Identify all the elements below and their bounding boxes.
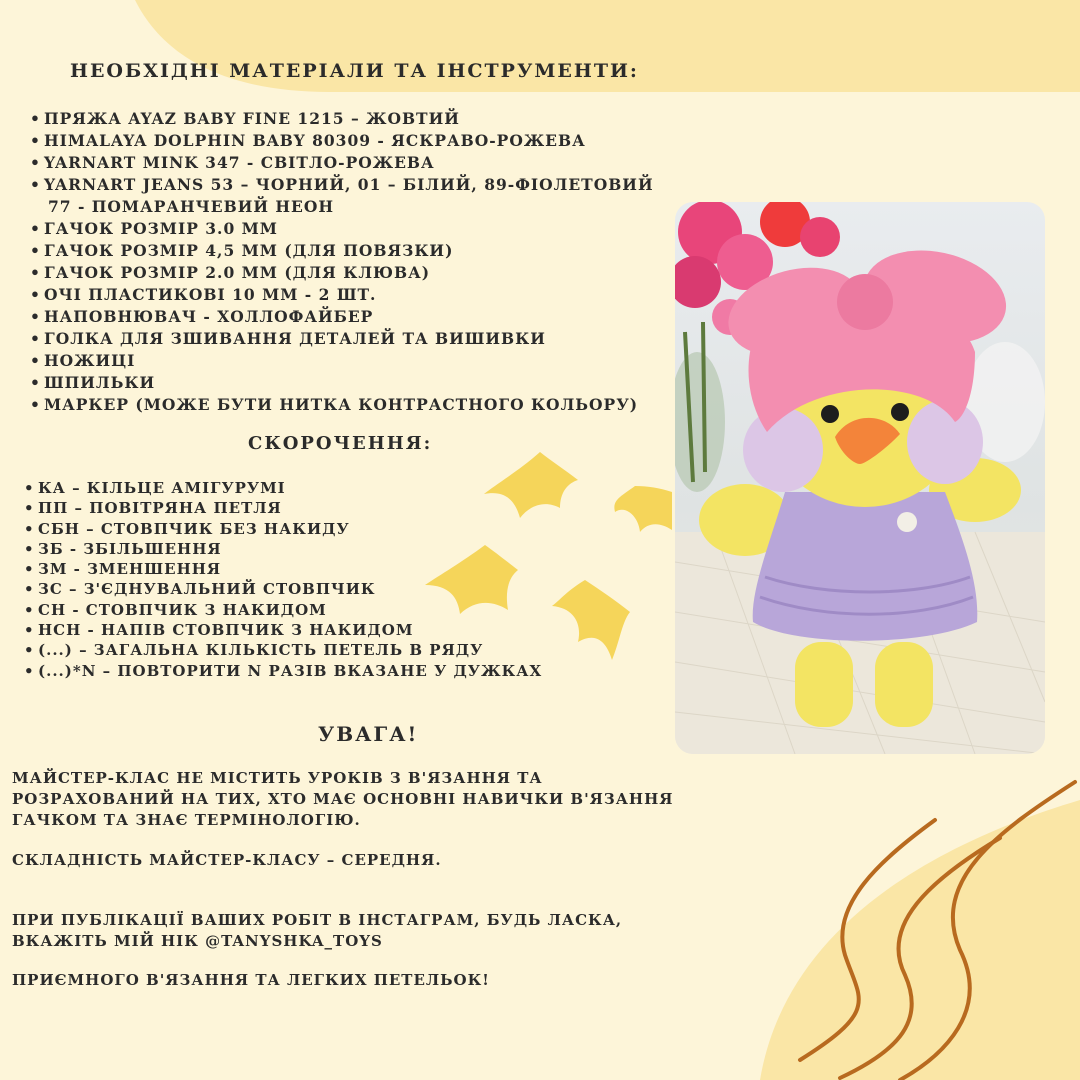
- list-item: • ЗБ - ЗБІЛЬШЕННЯ: [24, 539, 542, 559]
- abbreviations-heading: СКОРОЧЕННЯ:: [248, 433, 433, 454]
- text-line: ГАЧКОМ ТА ЗНАЄ ТЕРМІНОЛОГІЮ.: [12, 811, 361, 829]
- text-line: РОЗРАХОВАНИЙ НА ТИХ, ХТО МАЄ ОСНОВНІ НАВИЧКИ В'ЯЗАННЯ: [12, 790, 674, 808]
- instagram-paragraph: [12, 910, 622, 952]
- list-item: • (...)*N – ПОВТОРИТИ N РАЗІВ ВКАЗАНЕ У ДУЖКАХ: [24, 661, 542, 681]
- list-item: • YARNART MINK 347 - СВІТЛО-РОЖЕВА: [30, 152, 654, 174]
- duck-toy-illustration: [675, 202, 1045, 754]
- list-item: • ОЧІ ПЛАСТИКОВІ 10 ММ - 2 ШТ.: [30, 284, 654, 306]
- bottom-blob-shape: [760, 800, 1080, 1080]
- duck-foot-icon: [552, 580, 630, 660]
- materials-list: [30, 108, 654, 416]
- list-item: • ГАЧОК РОЗМІР 2.0 ММ (ДЛЯ КЛЮВА): [30, 262, 654, 284]
- list-item: • (...) – ЗАГАЛЬНА КІЛЬКІСТЬ ПЕТЕЛЬ В РЯДУ: [24, 640, 542, 660]
- list-item: • НОЖИЦІ: [30, 350, 654, 372]
- duck-toy-photo: [675, 202, 1045, 754]
- list-item: • HIMALAYA DOLPHIN BABY 80309 - ЯСКРАВО-РОЖЕВА: [30, 130, 654, 152]
- list-item: • ЗС – З'ЄДНУВАЛЬНИЙ СТОВПЧИК: [24, 579, 542, 599]
- abbreviations-list: [24, 478, 542, 681]
- text-line: ВКАЖІТЬ МІЙ НІК @TANYSHKA_TOYS: [12, 932, 383, 950]
- list-item: • ПРЯЖА AYAZ BABY FINE 1215 – ЖОВТИЙ: [30, 108, 654, 130]
- list-item: • ПП – ПОВІТРЯНА ПЕТЛЯ: [24, 498, 542, 518]
- text-line: МАЙСТЕР-КЛАС НЕ МІСТИТЬ УРОКІВ З В'ЯЗАННЯ ТА: [12, 769, 543, 787]
- attention-paragraph: [12, 768, 674, 831]
- closing-text: ПРИЄМНОГО В'ЯЗАННЯ ТА ЛЕГКИХ ПЕТЕЛЬОК!: [12, 971, 490, 989]
- list-item: • YARNART JEANS 53 – ЧОРНИЙ, 01 – БІЛИЙ, 89-ФІОЛЕТОВИЙ: [30, 174, 654, 196]
- list-item-continuation: 77 - ПОМАРАНЧЕВИЙ НЕОН: [48, 197, 334, 216]
- list-item: • СН - СТОВПЧИК З НАКИДОМ: [24, 600, 542, 620]
- text-line: ПРИ ПУБЛІКАЦІЇ ВАШИХ РОБІТ В ІНСТАГРАМ, БУДЬ ЛАСКА,: [12, 911, 623, 929]
- list-item: • НСН - НАПІВ СТОВПЧИК З НАКИДОМ: [24, 620, 542, 640]
- materials-heading: НЕОБХІДНІ МАТЕРІАЛИ ТА ІНСТРУМЕНТИ:: [70, 60, 639, 82]
- list-item: • СБН – СТОВПЧИК БЕЗ НАКИДУ: [24, 519, 542, 539]
- list-item: • КА – КІЛЬЦЕ АМІГУРУМІ: [24, 478, 542, 498]
- list-item: • МАРКЕР (МОЖЕ БУТИ НИТКА КОНТРАСТНОГО КОЛЬОРУ): [30, 394, 654, 416]
- list-item: • ГОЛКА ДЛЯ ЗШИВАННЯ ДЕТАЛЕЙ ТА ВИШИВКИ: [30, 328, 654, 350]
- duck-foot-icon: [614, 486, 672, 532]
- list-item: • ГАЧОК РОЗМІР 4,5 ММ (ДЛЯ ПОВЯЗКИ): [30, 240, 654, 262]
- list-item: • НАПОВНЮВАЧ - ХОЛЛОФАЙБЕР: [30, 306, 654, 328]
- list-item: • ГАЧОК РОЗМІР 3.0 ММ: [30, 218, 654, 240]
- list-item: • ЗМ - ЗМЕНШЕННЯ: [24, 559, 542, 579]
- list-item: • ШПИЛЬКИ: [30, 372, 654, 394]
- difficulty-text: СКЛАДНІСТЬ МАЙСТЕР-КЛАСУ – СЕРЕДНЯ.: [12, 851, 442, 869]
- attention-heading: УВАГА!: [318, 722, 419, 746]
